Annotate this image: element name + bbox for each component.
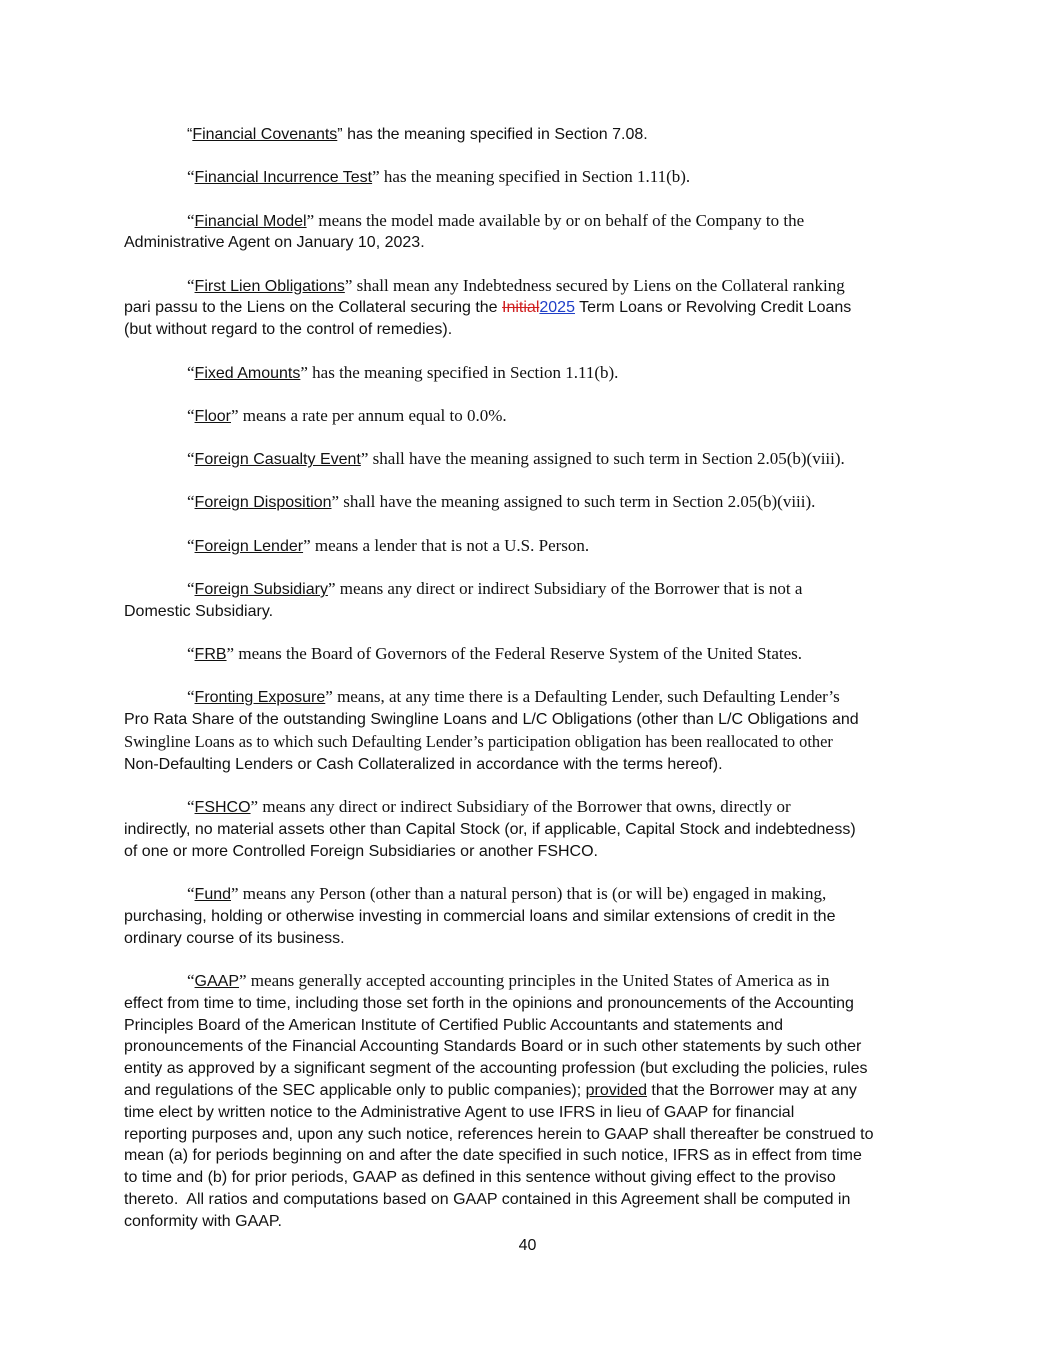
document-page (124, 124, 934, 1253)
defined-term: Fund (194, 886, 232, 904)
definition-fixed-amounts: “Fixed Amounts” has the meaning specified in Section 1.11(b). (187, 362, 619, 382)
definition-foreign-subsidiary: “Foreign Subsidiary” means any direct or indirect Subsidiary of the Borrower that is not a Domestic Subsidiary. (124, 579, 803, 620)
defined-term: Foreign Casualty Event (194, 451, 361, 469)
page-number: 40 (518, 1237, 537, 1254)
definition-financial-covenants: “Financial Covenants” has the meaning specified in Section 7.08. (187, 126, 648, 143)
definition-frb: “FRB” means the Board of Governors of the Federal Reserve System of the United States. (187, 644, 803, 664)
defined-term: Foreign Subsidiary (194, 581, 328, 599)
definition-floor: “Floor” means a rate per annum equal to 0.0%. (187, 405, 507, 425)
definition-fshco: “FSHCO” means any direct or indirect Subsidiary of the Borrower that owns, directly or indirectly, no material assets other than Capital Stock (or, if applicable, Capital Stock and indebtedness) of one or more Controlled Foreign Subsidiaries or another FSHCO. (124, 797, 856, 860)
defined-term: Foreign Lender (194, 537, 304, 555)
definition-foreign-lender: “Foreign Lender” means a lender that is not a U.S. Person. (187, 535, 590, 555)
defined-term: First Lien Obligations (194, 277, 345, 295)
defined-term: Financial Incurrence Test (194, 169, 373, 187)
defined-term: Fronting Exposure (194, 689, 326, 707)
definition-foreign-disposition: “Foreign Disposition” shall have the meaning assigned to such term in Section 2.05(b)(viii). (187, 492, 816, 512)
definition-financial-incurrence-test: “Financial Incurrence Test” has the meaning specified in Section 1.11(b). (187, 167, 691, 187)
proviso-term: provided (585, 1081, 647, 1099)
deleted-text: Initial (502, 299, 540, 317)
definition-foreign-casualty-event: “Foreign Casualty Event” shall have the meaning assigned to such term in Section 2.05(b)(viii). (187, 449, 845, 469)
defined-term: Financial Model (194, 212, 307, 230)
defined-term: Floor (194, 407, 231, 425)
inserted-text: 2025 (539, 299, 575, 317)
definition-financial-model: “Financial Model” means the model made available by or on behalf of the Company to the Administrative Agent on January 10, 2023. (124, 210, 805, 252)
defined-term: GAAP (194, 972, 240, 990)
defined-term: Foreign Disposition (194, 494, 332, 512)
defined-term: Financial Covenants (192, 126, 338, 143)
definition-gaap: “GAAP” means generally accepted accounting principles in the United States of America as in effect from time to time, including those set forth in the opinions and pronouncements of the Accounting Principles Board of the American Institute of Certified Public Accountants and statements and pronouncements of the Financial Accounting Standards Board or in such other statements by such other entity as approved by a significant segment of the accounting profession (but excluding the policies, rules and regulations of the SEC applicable only to public companies); provided that the Borrower may at any time elect by written notice to the Administrative Agent to use IFRS in lieu of GAAP for financial reporting purposes and, upon any such notice, references herein to GAAP shall thereafter be construed to mean (a) for periods beginning on and after the date specified in such notice, IFRS as in effect from time to time and (b) for prior periods, GAAP as defined in this sentence without giving effect to the proviso thereto. All ratios and computations based on GAAP contained in this Agreement shall be computed in conformity with GAAP. (124, 970, 874, 1230)
definition-first-lien-obligations: “First Lien Obligations” shall mean any Indebtedness secured by Liens on the Collateral ranking pari passu to the Liens on the Collateral securing the Initial2025 Term Loans or Revolving Credit Loans (but without regard to the control of remedies). (124, 275, 852, 339)
defined-term: FRB (194, 646, 227, 664)
definition-fronting-exposure: “Fronting Exposure” means, at any time there is a Defaulting Lender, such Defaulting Lender’s Pro Rata Share of the outstanding Swingline Loans and L/C Obligations (other than L/C Obligations and Swingline Loans as to which such Defaulting Lender’s participation obligation has been reallocated to other Non-Defaulting Lenders or Cash Collateralized in accordance with the terms hereof). (124, 687, 859, 773)
defined-term: FSHCO (194, 799, 251, 817)
defined-term: Fixed Amounts (194, 364, 301, 382)
definition-fund: “Fund” means any Person (other than a natural person) that is (or will be) engaged in making, purchasing, holding or otherwise investing in commercial loans and similar extensions of credit in the ordinary course of its business. (124, 884, 836, 947)
